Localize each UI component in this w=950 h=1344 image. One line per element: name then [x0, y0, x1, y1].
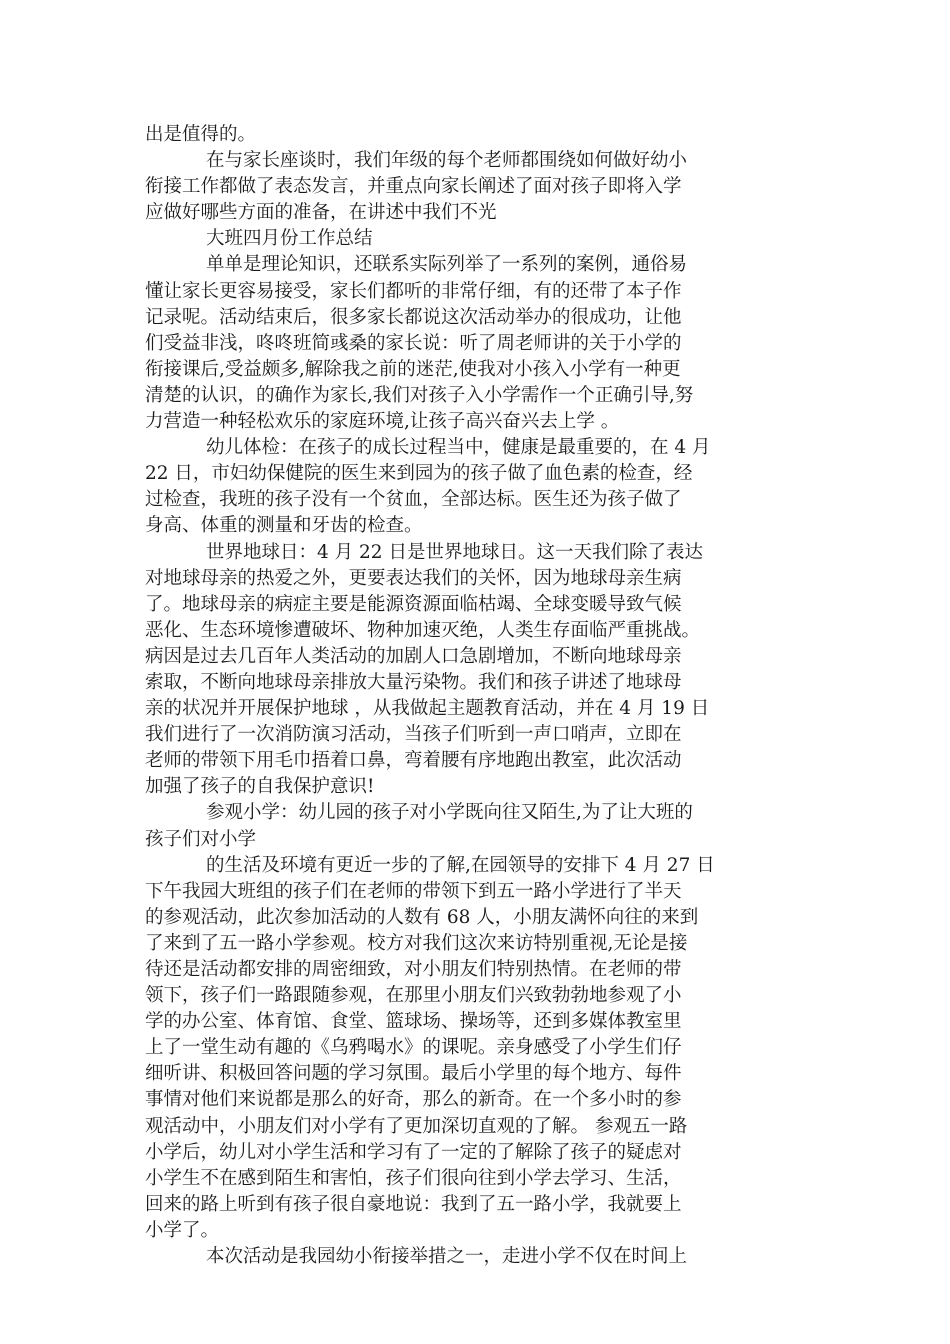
text-line: 世界地球日：4 月 22 日是世界地球日。这一天我们除了表达: [206, 541, 703, 563]
text-line: 小学后，幼儿对小学生活和学习有了一定的了解除了孩子的疑虑对: [145, 1141, 682, 1163]
text-line: 衔接工作都做了表态发言，并重点向家长阐述了面对孩子即将入学: [145, 176, 682, 198]
text-line: 力营造一种轻松欢乐的家庭环境,让孩子高兴奋兴去上学 。: [145, 411, 620, 433]
text-line: 的生活及环境有更近一步的了解,在园领导的安排下 4 月 27 日: [206, 854, 715, 876]
text-line: 在与家长座谈时，我们年级的每个老师都围绕如何做好幼小: [206, 150, 688, 172]
text-line: 身高、体重的测量和牙齿的检查。: [145, 515, 423, 537]
text-line: 细听讲、积极回答问题的学习氛围。最后小学里的每个地方、每件: [145, 1063, 682, 1085]
text-line: 上了一堂生动有趣的《乌鸦喝水》的课呢。亲身感受了小学生们仔: [145, 1037, 682, 1059]
text-line: 大班四月份工作总结: [206, 228, 373, 250]
text-line: 衔接课后,受益颇多,解除我之前的迷茫,使我对小孩入小学有一种更: [145, 358, 681, 380]
text-line: 恶化、生态环境惨遭破坏、物种加速灭绝，人类生存面临严重挑战。: [145, 619, 701, 641]
text-line: 学的办公室、体育馆、食堂、篮球场、操场等，还到多媒体教室里: [145, 1011, 682, 1033]
text-line: 应做好哪些方面的准备，在讲述中我们不光: [145, 202, 497, 224]
text-line: 小学生不在感到陌生和害怕，孩子们很向往到小学去学习、生活，: [145, 1167, 682, 1189]
text-line: 加强了孩子的自我保护意识!: [145, 776, 375, 798]
text-line: 的参观活动，此次参加活动的人数有 68 人，小朋友满怀向往的来到: [145, 906, 699, 928]
text-line: 出是值得的。: [145, 124, 257, 145]
text-line: 小学了。: [145, 1219, 220, 1241]
text-line: 索取，不断向地球母亲排放大量污染物。我们和孩子讲述了地球母: [145, 671, 682, 693]
text-line: 对地球母亲的热爱之外，更要表达我们的关怀，因为地球母亲生病: [145, 567, 682, 589]
text-line: 了。地球母亲的病症主要是能源资源面临枯竭、全球变暖导致气候: [145, 593, 682, 615]
text-line: 亲的状况并开展保护地球 ，从我做起主题教育活动，并在 4 月 19 日: [145, 698, 710, 720]
text-line: 老师的带领下用毛巾捂着口鼻，弯着腰有序地跑出教室，此次活动: [145, 750, 682, 772]
text-line: 懂让家长更容易接受，家长们都听的非常仔细，有的还带了本子作: [145, 280, 682, 302]
text-line: 参观小学：幼儿园的孩子对小学既向往又陌生,为了让大班的: [206, 802, 693, 824]
text-line: 下午我园大班组的孩子们在老师的带领下到五一路小学进行了半天: [145, 880, 682, 902]
text-line: 过检查，我班的孩子没有一个贫血，全部达标。医生还为孩子做了: [145, 489, 682, 511]
text-line: 22 日，市妇幼保健院的医生来到园为的孩子做了血色素的检查，经: [145, 463, 693, 485]
text-line: 领下，孩子们一路跟随参观，在那里小朋友们兴致勃勃地参观了小: [145, 985, 682, 1007]
text-line: 本次活动是我园幼小衔接举措之一，走进小学不仅在时间上: [206, 1246, 688, 1268]
text-line: 们受益非浅，咚咚班简彧桑的家长说：听了周老师讲的关于小学的: [145, 332, 682, 354]
text-line: 了来到了五一路小学参观。校方对我们这次来访特别重视,无论是接: [145, 932, 688, 954]
text-line: 病因是过去几百年人类活动的加剧人口急剧增加，不断向地球母亲: [145, 645, 682, 667]
text-line: 孩子们对小学: [145, 828, 257, 850]
text-line: 观活动中，小朋友们对小学有了更加深切直观的了解。 参观五一路: [145, 1115, 688, 1137]
text-line: 回来的路上听到有孩子很自豪地说：我到了五一路小学，我就要上: [145, 1193, 682, 1215]
text-line: 单单是理论知识，还联系实际列举了一系列的案例，通俗易: [206, 254, 688, 276]
text-line: 待还是活动都安排的周密细致，对小朋友们特别热情。在老师的带: [145, 959, 682, 980]
text-line: 幼儿体检：在孩子的成长过程当中，健康是最重要的，在 4 月: [206, 437, 711, 459]
text-line: 事情对他们来说都是那么的好奇，那么的新奇。在一个多小时的参: [145, 1089, 682, 1111]
text-line: 我们进行了一次消防演习活动，当孩子们听到一声口哨声，立即在: [145, 724, 682, 746]
text-line: 清楚的认识，的确作为家长,我们对孩子入小学需作一个正确引导,努: [145, 384, 694, 406]
text-line: 记录呢。活动结束后，很多家长都说这次活动举办的很成功，让他: [145, 306, 682, 328]
document-body: [145, 122, 813, 1270]
